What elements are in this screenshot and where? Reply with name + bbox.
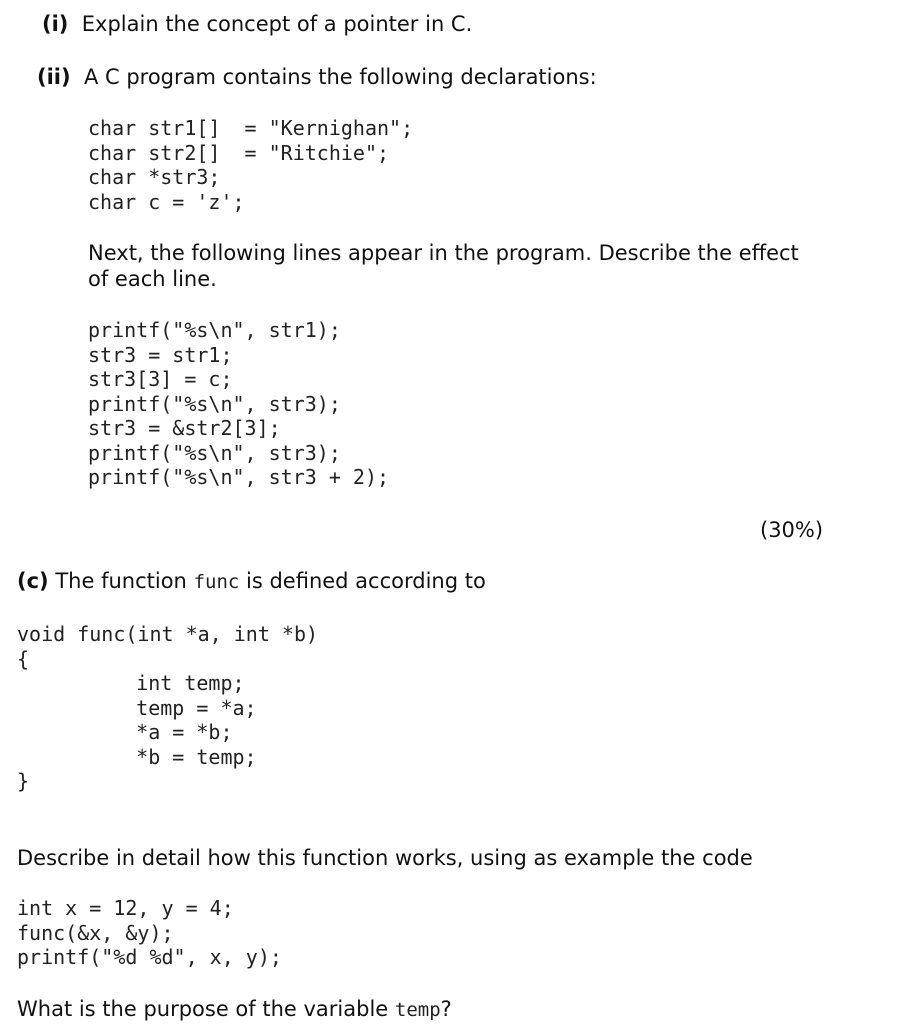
question-ii-label: (ii): [37, 65, 71, 89]
temp-purpose-question: [17, 996, 452, 1023]
code-line: printf("%s\n", str1);: [88, 318, 341, 342]
question-before: What is the purpose of the variable: [17, 997, 389, 1021]
question-ii: [37, 64, 597, 90]
code-line: temp = *a;: [88, 695, 257, 720]
code-line: void func(int *a, int *b): [17, 622, 319, 646]
instruction-line: Next, the following lines appear in the program. Describe the effect: [88, 241, 799, 265]
code-line: char c = 'z';: [88, 189, 245, 214]
code-line: int temp;: [88, 671, 245, 695]
question-c-intro-before: The function: [55, 569, 187, 593]
declarations-code-block: [88, 116, 413, 214]
code-line: *b = temp;: [88, 744, 257, 769]
code-line: char *str3;: [88, 165, 221, 189]
code-line: printf("%s\n", str3);: [88, 391, 341, 416]
code-line: {: [17, 646, 30, 671]
instruction-line: of each line.: [88, 267, 217, 291]
code-line: char str2[] = "Ritchie";: [88, 140, 390, 165]
describe-instruction: Describe in detail how this function works, using as example the code: [17, 846, 753, 870]
inline-code-func: func: [193, 571, 240, 593]
code-line: printf("%d %d", x, y);: [17, 945, 282, 969]
code-line: str3 = &str2[3];: [88, 416, 281, 440]
code-line: printf("%s\n", str3);: [88, 440, 341, 465]
question-after: ?: [440, 997, 452, 1021]
function-code-block: [17, 622, 318, 794]
code-line: func(&x, &y);: [17, 920, 174, 945]
next-lines-instruction: [88, 240, 799, 292]
question-i: [42, 11, 472, 37]
question-i-label: (i): [42, 12, 69, 36]
code-line: char str1[] = "Kernighan";: [88, 116, 414, 140]
statements-code-block: [88, 318, 389, 490]
code-line: }: [17, 769, 30, 793]
question-ii-text: A C program contains the following declarations:: [83, 65, 597, 89]
example-code-block: [17, 896, 282, 970]
code-line: int x = 12, y = 4;: [17, 896, 234, 920]
code-line: printf("%s\n", str3 + 2);: [88, 465, 390, 489]
question-c-label: (c): [17, 569, 49, 593]
question-i-text: Explain the concept of a pointer in C.: [81, 12, 473, 36]
code-line: *a = *b;: [88, 720, 233, 744]
marks-percentage: (30%): [760, 518, 824, 542]
code-line: str3 = str1;: [88, 342, 233, 367]
inline-code-temp: temp: [394, 999, 441, 1021]
code-line: str3[3] = c;: [88, 367, 233, 391]
question-c: [17, 568, 486, 595]
question-c-intro-after: is defined according to: [246, 569, 486, 593]
